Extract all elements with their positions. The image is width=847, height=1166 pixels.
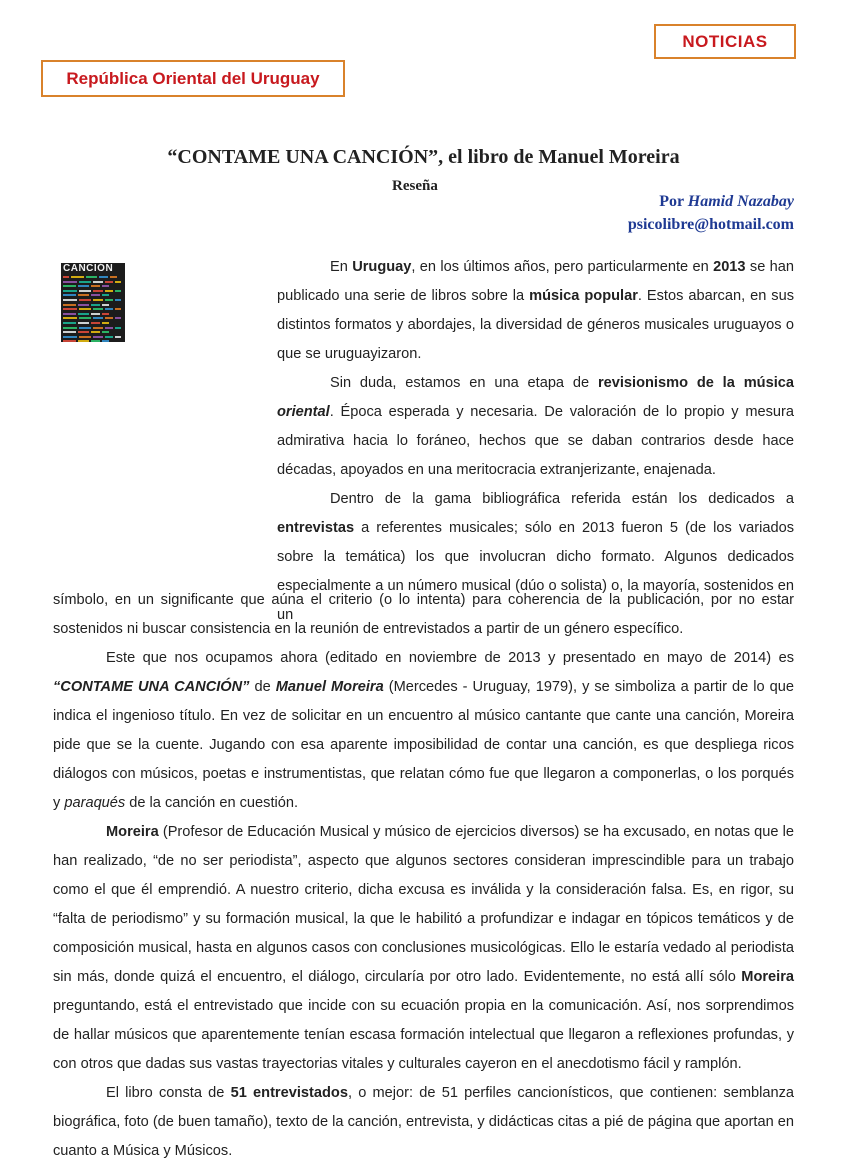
cover-pattern-mark [63, 327, 77, 329]
paragraph-6: El libro consta de 51 entrevistados, o mejor: de 51 perfiles cancionísticos, que contienen: semblanza biográfica, foto (de buen tamaño), texto de la canción, entrevista, y didácticas citas a pié de página que aportan en cuanto a Música y Músicos. [53, 1085, 794, 1159]
cover-pattern-mark [63, 276, 69, 278]
cover-pattern-mark [91, 294, 100, 296]
cover-pattern-mark [115, 336, 121, 338]
cover-pattern-mark [63, 322, 76, 324]
article-column [277, 253, 794, 630]
cover-pattern-mark [79, 327, 91, 329]
cover-pattern-mark [63, 290, 77, 292]
cover-pattern-mark [91, 322, 100, 324]
cover-pattern-mark [102, 285, 109, 287]
cover-pattern-mark [63, 313, 76, 315]
cover-pattern-mark [91, 331, 100, 333]
cover-pattern-mark [91, 304, 100, 306]
paragraph-1: En Uruguay, en los últimos años, pero particularmente en 2013 se han publicado una serie de libros sobre la música popular. Estos abarcan, en sus distintos formatos y abordajes, la diversidad de géneros musicales uruguayos o que se uruguayizaron. [277, 259, 795, 362]
cover-pattern-mark [93, 299, 103, 301]
cover-pattern-mark [79, 336, 91, 338]
author-line [628, 190, 794, 213]
cover-pattern-mark [91, 340, 100, 342]
cover-pattern-mark [105, 281, 113, 283]
cover-pattern-mark [102, 294, 109, 296]
cover-pattern-mark [105, 308, 113, 310]
cover-pattern-mark [93, 308, 103, 310]
cover-pattern-mark [63, 308, 77, 310]
cover-pattern-mark [105, 327, 113, 329]
paragraph-4: Este que nos ocupamos ahora (editado en noviembre de 2013 y presentado en mayo de 2014) es “CONTAME UNA CANCIÓN” de Manuel Moreira (Mercedes - Uruguay, 1979), y se simboliza a partir de lo que indica el ingenioso título. En vez de solicitar en un encuentro al músico cantante que cante una canción, Moreira pide que se la cuente. Jugando con esa aparente imposibilidad de contar una canción, es que despliega ricos diálogos con músicos, poetas e instrumentistas, que relatan cómo fue que llegaron a componerlas, o los porqués y paraqués de la canción en cuestión. [53, 650, 794, 811]
cover-pattern-mark [115, 308, 121, 310]
cover-pattern-mark [99, 276, 108, 278]
cover-pattern-mark [86, 276, 97, 278]
cover-pattern-mark [91, 313, 100, 315]
article-subtitle: Reseña [392, 178, 438, 194]
cover-pattern-mark [71, 276, 84, 278]
cover-pattern-mark [93, 317, 103, 319]
cover-pattern-mark [105, 299, 113, 301]
article-title: “CONTAME UNA CANCIÓN”, el libro de Manuel Moreira [167, 146, 680, 168]
cover-pattern-mark [115, 317, 121, 319]
cover-pattern-mark [79, 308, 91, 310]
cover-name-pattern [61, 274, 125, 342]
byline [628, 190, 794, 236]
cover-pattern-mark [115, 327, 121, 329]
cover-pattern-mark [105, 317, 113, 319]
paragraph-3b: símbolo, en un significante que aúna el criterio (o lo intenta) para coherencia de la publicación, por no estar sostenidos ni buscar consistencia en la reunión de entrevistados a partir de un género específico. [53, 592, 794, 637]
cover-pattern-mark [115, 299, 121, 301]
cover-pattern-mark [102, 313, 109, 315]
cover-pattern-mark [102, 322, 109, 324]
cover-pattern-mark [78, 285, 89, 287]
cover-pattern-mark [93, 327, 103, 329]
cover-pattern-mark [79, 299, 91, 301]
cover-pattern-mark [93, 336, 103, 338]
cover-pattern-mark [79, 317, 91, 319]
cover-pattern-mark [63, 281, 77, 283]
cover-pattern-mark [63, 299, 77, 301]
cover-pattern-mark [79, 281, 91, 283]
cover-pattern-mark [78, 322, 89, 324]
cover-pattern-mark [93, 290, 103, 292]
cover-pattern-mark [63, 304, 76, 306]
paragraph-3a: Dentro de la gama bibliográfica referida están los dedicados a entrevistas a referentes musicales; sólo en 2013 fueron 5 (de los variados sobre la temática) los que involucran dicho formato. Algunos dedicados especialmente a un número musical (dúo o solista) o, la mayoría, sostenidos en un [277, 491, 794, 623]
author-email: psicolibre@hotmail.com [627, 216, 794, 233]
paragraph-2: Sin duda, estamos en una etapa de revisionismo de la música oriental. Época esperada y necesaria. De valoración de lo propio y mesura admirativa hacia lo foráneo, hechos que se daban contrarios desde hace décadas, apoyados en una meritocracia extranjerizante, enajenada. [277, 375, 794, 478]
author-name: Hamid Nazabay [687, 193, 794, 210]
cover-pattern-mark [105, 290, 113, 292]
cover-pattern-mark [63, 331, 76, 333]
cover-pattern-mark [115, 281, 121, 283]
cover-pattern-mark [63, 336, 77, 338]
article-body [53, 586, 794, 1166]
cover-pattern-mark [102, 304, 109, 306]
cover-pattern-mark [102, 331, 109, 333]
cover-pattern-mark [63, 285, 76, 287]
cover-pattern-mark [63, 340, 76, 342]
cover-pattern-mark [79, 290, 91, 292]
noticias-label: NOTICIAS [654, 24, 796, 59]
paragraph-5: Moreira (Profesor de Educación Musical y músico de ejercicios diversos) se ha excusado, en notas que le han realizado, “de no ser periodista”, aspecto que algunos sectores consideran imprescindible para un trabajo como el que él emprendió. A nuestro criterio, dicha excusa es inválida y la consideración falsa. Es, en rigor, su “falta de periodismo” y su formación musical, la que le habilitó a profundizar e indagar en tópicos temáticos y de composición musical, hasta en algunos casos con conclusiones musicológicas. Ello le estaría vedado al periodista sin más, donde quizá el encuentro, el diálogo, circularía por otro lado. Evidentemente, no está allí sólo Moreira preguntando, está el entrevistado que incide con su ecuación propia en la comunicación. Así, nos sorprendimos de hallar músicos que aparentemente tenían escasa formación intelectual que llegaron a reflexiones profundas, y con otros que dadas sus vastas trayectorias vitales y culturales cayeron en el anecdotismo fácil y ramplón. [53, 824, 794, 1072]
cover-pattern-mark [93, 281, 103, 283]
cover-pattern-mark [78, 294, 89, 296]
byline-prefix: Por [659, 193, 684, 210]
cover-pattern-mark [78, 331, 89, 333]
cover-pattern-mark [105, 336, 113, 338]
cover-title: CANCIÓN [63, 263, 114, 274]
cover-pattern-mark [78, 340, 89, 342]
cover-pattern-mark [78, 313, 89, 315]
cover-pattern-mark [78, 304, 89, 306]
country-label: República Oriental del Uruguay [41, 60, 345, 97]
cover-pattern-mark [115, 290, 121, 292]
cover-pattern-mark [63, 294, 76, 296]
cover-pattern-mark [91, 285, 100, 287]
book-cover-image [61, 263, 125, 342]
cover-pattern-mark [110, 276, 117, 278]
cover-pattern-mark [102, 340, 109, 342]
cover-pattern-mark [63, 317, 77, 319]
